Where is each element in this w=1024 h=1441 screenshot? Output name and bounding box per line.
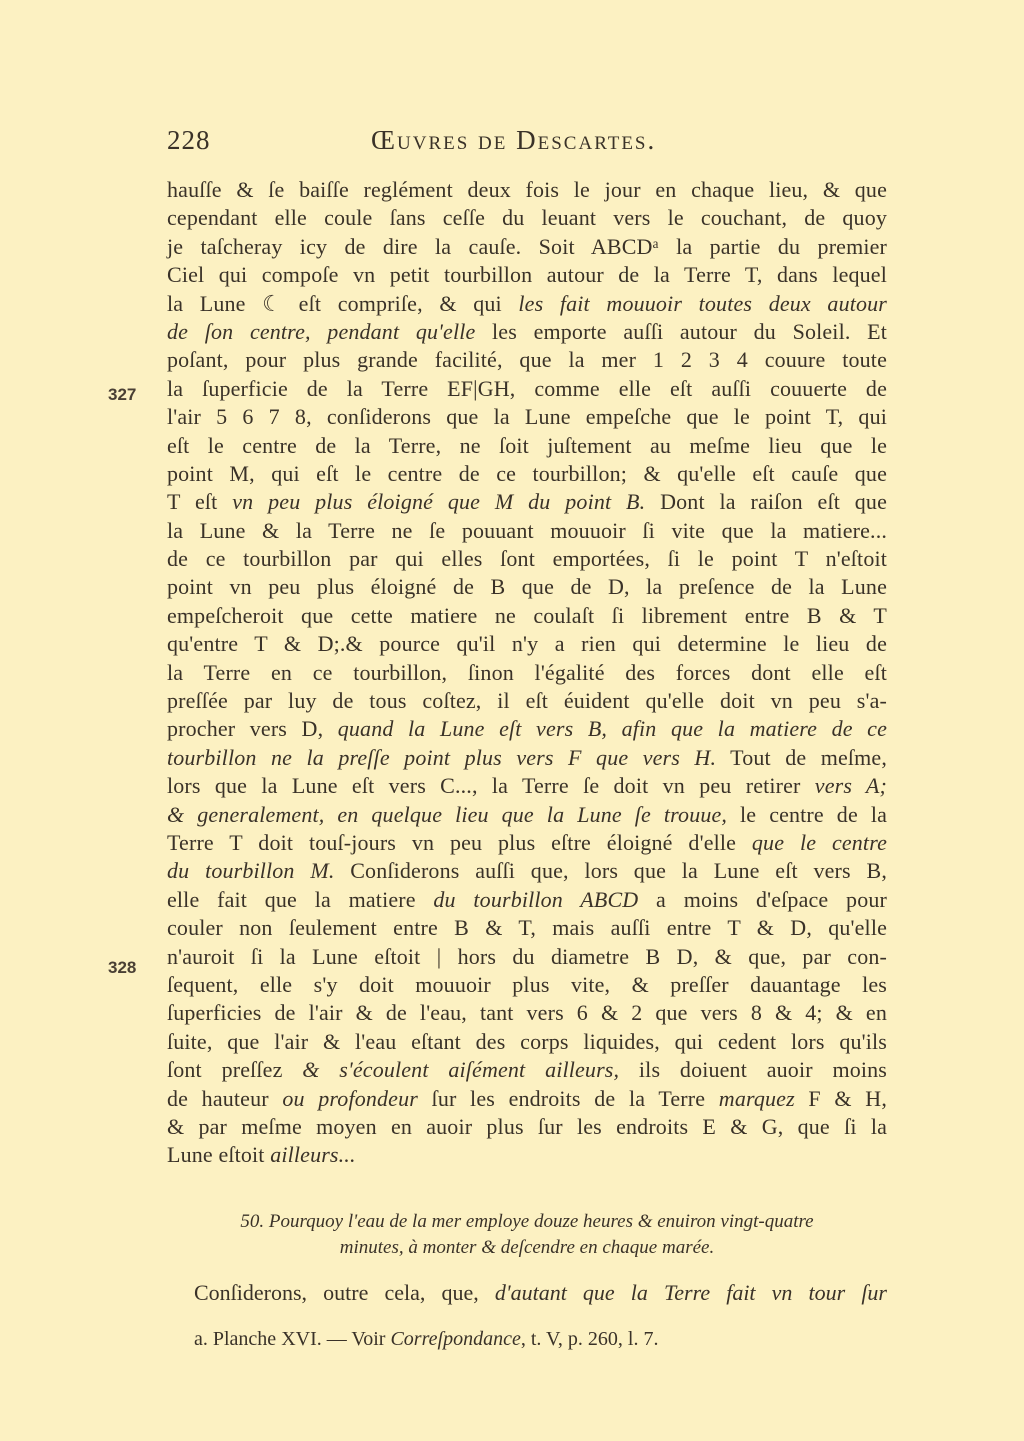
text-line [167,403,887,431]
text-line [167,375,887,403]
text-line [167,829,887,857]
text-line [167,346,887,374]
page-number: 228 [167,125,211,155]
text-run: procher vers D, [167,716,338,742]
text-run: cependant elle coule ſans ceſſe du leuant vers le couchant, de quoy [167,205,887,231]
italic-run: quand la Lune eſt vers B, afin que la matiere de ce [337,716,887,742]
text-line [167,1113,887,1141]
italic-run: Correſpondance [390,1328,521,1350]
text-run: Conſiderons, outre cela, que, [194,1280,495,1305]
italic-run: de ſon centre, pendant qu'elle [167,318,476,344]
text-run: l'air 5 6 7 8, conſiderons que la Lune empeſche que le point T, qui [167,404,887,430]
footnote [194,1328,658,1351]
italic-run: marquez [718,1085,795,1111]
text-run: ils doiuent auoir moins [619,1057,887,1083]
text-line [167,432,887,460]
text-run: Tout de meſme, [716,744,887,770]
text-run: la Lune & la Terre ne ſe pouuant mouuoir ſi vite que la matiere... [167,517,887,543]
body-text [167,176,887,1170]
italic-run: & generalement, en quelque lieu que la Lune ſe trouue, [167,801,728,827]
text-run: la Lune ☾ eſt compriſe, & qui [167,290,519,316]
text-run: ſur les endroits de la Terre [417,1085,719,1111]
text-line [167,488,887,516]
text-run: la Terre en ce tourbillon, ſinon l'égalité des forces dont elle eſt [167,659,887,685]
italic-run: ou profondeur [282,1085,418,1111]
text-run: Lune eſtoit [167,1142,271,1168]
text-run: n'auroit ſi la Lune eſtoit | hors du diametre B D, & que, par con- [167,943,887,969]
text-run: F & H, [794,1085,887,1111]
text-line [167,659,887,687]
text-line [167,460,887,488]
text-line [167,914,887,942]
text-run: point vn peu plus éloigné de B que de D, la preſence de la Lune [167,574,887,600]
text-line [167,630,887,658]
text-line [167,1056,887,1084]
italic-run: tourbillon ne la preſſe point plus vers F que vers H. [167,744,717,770]
running-head [167,125,887,165]
italic-run: que le centre [751,829,888,855]
text-run: la ſuperficie de la Terre EF|GH, comme elle eſt auſſi couuerte de [167,375,887,401]
text-run: T eſt [167,489,233,515]
text-line [167,261,887,289]
italic-run: vers A; [814,773,887,799]
text-line [167,1141,887,1169]
text-line [167,290,887,318]
text-line [167,687,887,715]
text-run: eſt le centre de la Terre, ne ſoit juſtement au meſme lieu que le [167,432,887,458]
text-run: de hauteur [167,1085,283,1111]
text-line [167,1085,887,1113]
text-run: , t. V, p. 260, l. 7. [520,1328,659,1350]
text-line [167,943,887,971]
text-run: le centre de la [727,801,887,827]
text-line [167,545,887,573]
text-run: hauſſe & ſe baiſſe reglément deux fois le jour en chaque lieu, & que [167,177,887,202]
text-line [167,318,887,346]
text-run: couler non ſeulement entre B & T, mais auſſi entre T & D, qu'elle [167,915,887,941]
text-run: point M, qui eſt le centre de ce tourbillon; & qu'elle eſt cauſe que [167,460,887,486]
text-line [167,857,887,885]
text-run: Conſiderons auſſi que, lors que la Lune eſt vers B, [334,858,887,884]
text-run: ſequent, elle s'y doit mouuoir plus vite, & preſſer dauantage les [167,971,887,997]
text-line [167,176,887,204]
text-line [167,999,887,1027]
text-line [167,233,887,261]
text-run: Dont la raiſon eſt que [645,489,887,515]
text-run: de ce tourbillon par qui elles ſont emportées, ſi le point T n'eſtoit [167,546,887,572]
text-run: les emporte auſſi autour du Soleil. Et [475,318,887,344]
section-heading-line: minutes, à monter & deſcendre en chaque marée. [339,1237,715,1258]
text-run: & par meſme moyen en auoir plus ſur les endroits E & G, que ſi la [167,1113,887,1139]
text-run: ſuite, que l'air & l'eau eſtant des corps liquides, qui cedent lors qu'ils [167,1028,887,1054]
next-paragraph-line [194,1280,887,1306]
text-line [167,801,887,829]
section-heading [167,1209,887,1261]
italic-run: les fait mouuoir toutes deux autour [518,290,887,316]
text-run: Ciel qui compoſe vn petit tourbillon autour de la Terre T, dans lequel [167,262,887,288]
italic-run: du tourbillon M. [167,858,335,884]
text-run: a moins d'eſpace pour [638,886,887,912]
italic-run: vn peu plus éloigné que M du point B. [232,489,646,515]
italic-run: & s'écoulent aiſément ailleurs, [302,1057,620,1083]
text-line [167,772,887,800]
text-run: ſuperficies de l'air & de l'eau, tant vers 6 & 2 que vers 8 & 4; & en [167,1000,887,1026]
text-line [167,715,887,743]
text-line [167,204,887,232]
italic-run: d'autant que la Terre fait vn tour ſur [494,1280,887,1305]
text-line [167,971,887,999]
italic-run: ailleurs... [270,1142,356,1168]
text-line [167,744,887,772]
text-run: preſſée par luy de tous coſtez, il eſt éuident qu'elle doit vn peu s'a- [167,688,887,714]
text-run: elle fait que la matiere [167,886,434,912]
text-run: ſont preſſez [167,1057,303,1083]
text-run: a. Planche XVI. — Voir [194,1328,391,1350]
margin-page-number: 327 [108,385,137,404]
text-run: empeſcheroit que cette matiere ne coulaſt ſi librement entre B & T [167,602,887,628]
text-line [167,602,887,630]
text-run: poſant, pour plus grande facilité, que la mer 1 2 3 4 couure toute [167,347,887,373]
text-line [167,573,887,601]
text-run: je taſcheray icy de dire la cauſe. Soit ABCDᵃ la partie du premier [167,233,887,259]
text-line [167,886,887,914]
text-run: qu'entre T & D;.& pource qu'il n'y a rien qui determine le lieu de [167,631,887,657]
text-line [167,1028,887,1056]
margin-page-number: 328 [108,958,137,977]
text-run: Terre T doit touſ-jours vn peu plus eſtre éloigné d'elle [167,829,752,855]
running-title: Œuvres de Descartes. [371,125,657,155]
text-run: lors que la Lune eſt vers C..., la Terre ſe doit vn peu retirer [167,773,815,799]
section-heading-line: 50. Pourquoy l'eau de la mer employe douze heures & enuiron vingt-quatre [240,1211,814,1232]
text-line [167,517,887,545]
italic-run: du tourbillon ABCD [433,886,639,912]
